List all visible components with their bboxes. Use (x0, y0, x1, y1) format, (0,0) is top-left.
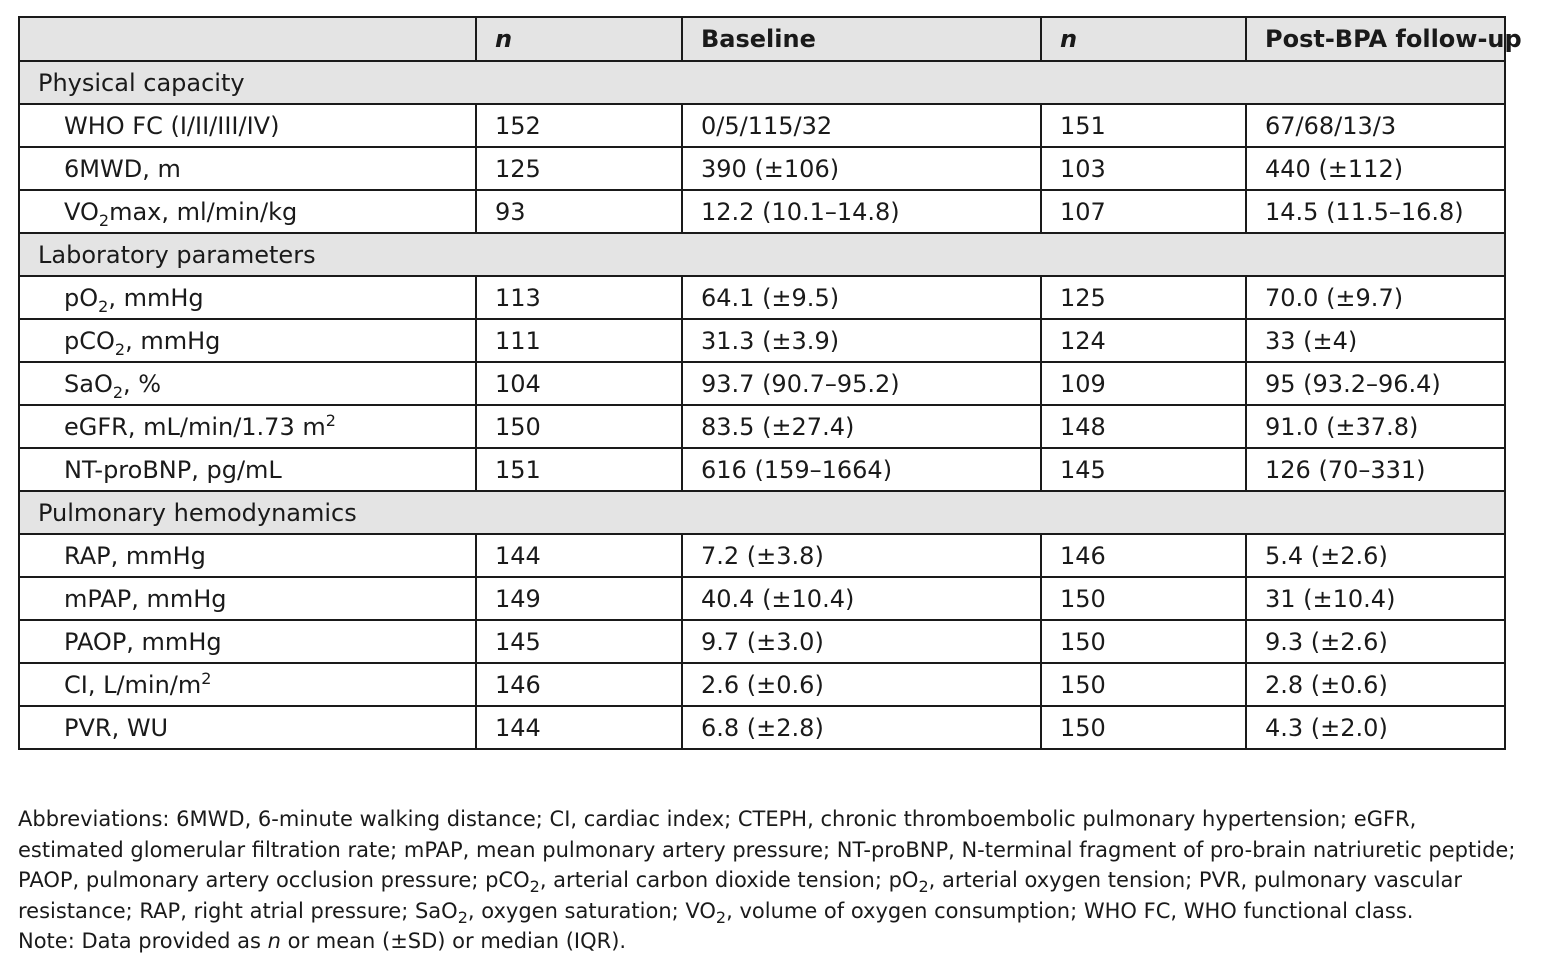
baseline-value-cell: 12.2 (10.1–14.8) (682, 190, 1041, 233)
table-row (19, 663, 1505, 706)
baseline-value-cell: 9.7 (±3.0) (682, 620, 1041, 663)
section-title: Pulmonary hemodynamics (19, 491, 1505, 534)
baseline-value-cell: 40.4 (±10.4) (682, 577, 1041, 620)
post-bpa-value-cell: 33 (±4) (1246, 319, 1505, 362)
table-row (19, 534, 1505, 577)
post-bpa-value-cell: 31 (±10.4) (1246, 577, 1505, 620)
baseline-value-cell: 7.2 (±3.8) (682, 534, 1041, 577)
header-n-followup: n (1041, 17, 1246, 61)
n-followup-cell: 150 (1041, 663, 1246, 706)
parameter-cell: 6MWD, m (19, 147, 476, 190)
table-row (19, 190, 1505, 233)
parameter-cell: PVR, WU (19, 706, 476, 749)
post-bpa-value-cell: 2.8 (±0.6) (1246, 663, 1505, 706)
header-n-baseline: n (476, 17, 682, 61)
n-followup-cell: 146 (1041, 534, 1246, 577)
parameter-cell: $VO_2\max$, ml/min/kg (19, 190, 476, 233)
baseline-value-cell: 31.3 (±3.9) (682, 319, 1041, 362)
n-followup-cell: 109 (1041, 362, 1246, 405)
parameter-cell: SaO$_2$, % (19, 362, 476, 405)
n-baseline-cell: 125 (476, 147, 682, 190)
n-followup-cell: 150 (1041, 706, 1246, 749)
header-post-bpa: Post-BPA follow-up (1246, 17, 1505, 61)
post-bpa-value-cell: 440 (±112) (1246, 147, 1505, 190)
n-baseline-cell: 111 (476, 319, 682, 362)
table-row (19, 448, 1505, 491)
baseline-value-cell: 616 (159–1664) (682, 448, 1041, 491)
table-row (19, 362, 1505, 405)
table-row (19, 147, 1505, 190)
section-row (19, 233, 1505, 276)
parameter-cell: CI, $L/\min/m^2$ (19, 663, 476, 706)
abbreviations-note: Abbreviations: 6MWD, 6-minute walking distance; CI, cardiac index; CTEPH, chronic thromboembolic pulmonary hypertension; eGFR, estimated glomerular filtration rate; mPAP, mean pulmonary artery pressure; NT-proBNP, N-terminal fragment of pro-brain natriuretic peptide; PAOP, pulmonary artery occlusion pressure; pCO$_2$, arterial carbon dioxide tension; $pO_2$, arterial oxygen tension; PVR, pulmonary vascular resistance; RAP, right atrial pressure; SaO$_2$, oxygen saturation; $VO_2$, volume of oxygen consumption; WHO FC, WHO functional class. (18, 807, 1516, 927)
n-followup-cell: 150 (1041, 620, 1246, 663)
header-row (19, 17, 1505, 61)
baseline-value-cell: 64.1 (±9.5) (682, 276, 1041, 319)
n-baseline-cell: 146 (476, 663, 682, 706)
post-bpa-value-cell: 4.3 (±2.0) (1246, 706, 1505, 749)
baseline-value-cell: 390 (±106) (682, 147, 1041, 190)
parameter-cell: $pO_2$, mmHg (19, 276, 476, 319)
post-bpa-value-cell: 95 (93.2–96.4) (1246, 362, 1505, 405)
n-baseline-cell: 144 (476, 534, 682, 577)
parameter-cell: PAOP, mmHg (19, 620, 476, 663)
section-row (19, 491, 1505, 534)
table-row (19, 577, 1505, 620)
n-baseline-cell: 113 (476, 276, 682, 319)
header-baseline: Baseline (682, 17, 1041, 61)
n-followup-cell: 107 (1041, 190, 1246, 233)
table-row (19, 276, 1505, 319)
baseline-value-cell: 2.6 (±0.6) (682, 663, 1041, 706)
parameter-cell: pCO$_2$, mmHg (19, 319, 476, 362)
parameter-cell: eGFR, mL/min/1.73 $m^2$ (19, 405, 476, 448)
table-footnotes (18, 804, 1518, 957)
parameter-cell: mPAP, mmHg (19, 577, 476, 620)
results-table (18, 16, 1522, 750)
data-format-note: Note: Data provided as n or mean (±SD) or median (IQR). (18, 929, 627, 953)
post-bpa-value-cell: 5.4 (±2.6) (1246, 534, 1505, 577)
post-bpa-value-cell: 67/68/13/3 (1246, 104, 1505, 147)
table-row (19, 405, 1505, 448)
n-followup-cell: 151 (1041, 104, 1246, 147)
table-row (19, 620, 1505, 663)
n-followup-cell: 103 (1041, 147, 1246, 190)
parameter-cell: NT-proBNP, pg/mL (19, 448, 476, 491)
baseline-value-cell: 83.5 (±27.4) (682, 405, 1041, 448)
n-followup-cell: 148 (1041, 405, 1246, 448)
post-bpa-value-cell: 14.5 (11.5–16.8) (1246, 190, 1505, 233)
post-bpa-value-cell: 9.3 (±2.6) (1246, 620, 1505, 663)
n-followup-cell: 125 (1041, 276, 1246, 319)
baseline-value-cell: 0/5/115/32 (682, 104, 1041, 147)
n-baseline-cell: 149 (476, 577, 682, 620)
section-title: Physical capacity (19, 61, 1505, 104)
n-followup-cell: 145 (1041, 448, 1246, 491)
n-baseline-cell: 150 (476, 405, 682, 448)
n-baseline-cell: 144 (476, 706, 682, 749)
n-followup-cell: 150 (1041, 577, 1246, 620)
section-title: Laboratory parameters (19, 233, 1505, 276)
n-baseline-cell: 104 (476, 362, 682, 405)
n-baseline-cell: 152 (476, 104, 682, 147)
table-row (19, 104, 1505, 147)
post-bpa-value-cell: 70.0 (±9.7) (1246, 276, 1505, 319)
n-baseline-cell: 145 (476, 620, 682, 663)
post-bpa-value-cell: 91.0 (±37.8) (1246, 405, 1505, 448)
post-bpa-value-cell: 126 (70–331) (1246, 448, 1505, 491)
parameter-cell: WHO FC (I/II/III/IV) (19, 104, 476, 147)
parameter-cell: RAP, mmHg (19, 534, 476, 577)
table-row (19, 319, 1505, 362)
n-followup-cell: 124 (1041, 319, 1246, 362)
table-row (19, 706, 1505, 749)
baseline-value-cell: 6.8 (±2.8) (682, 706, 1041, 749)
header-parameter (19, 17, 476, 61)
n-baseline-cell: 151 (476, 448, 682, 491)
baseline-value-cell: 93.7 (90.7–95.2) (682, 362, 1041, 405)
n-baseline-cell: 93 (476, 190, 682, 233)
section-row (19, 61, 1505, 104)
